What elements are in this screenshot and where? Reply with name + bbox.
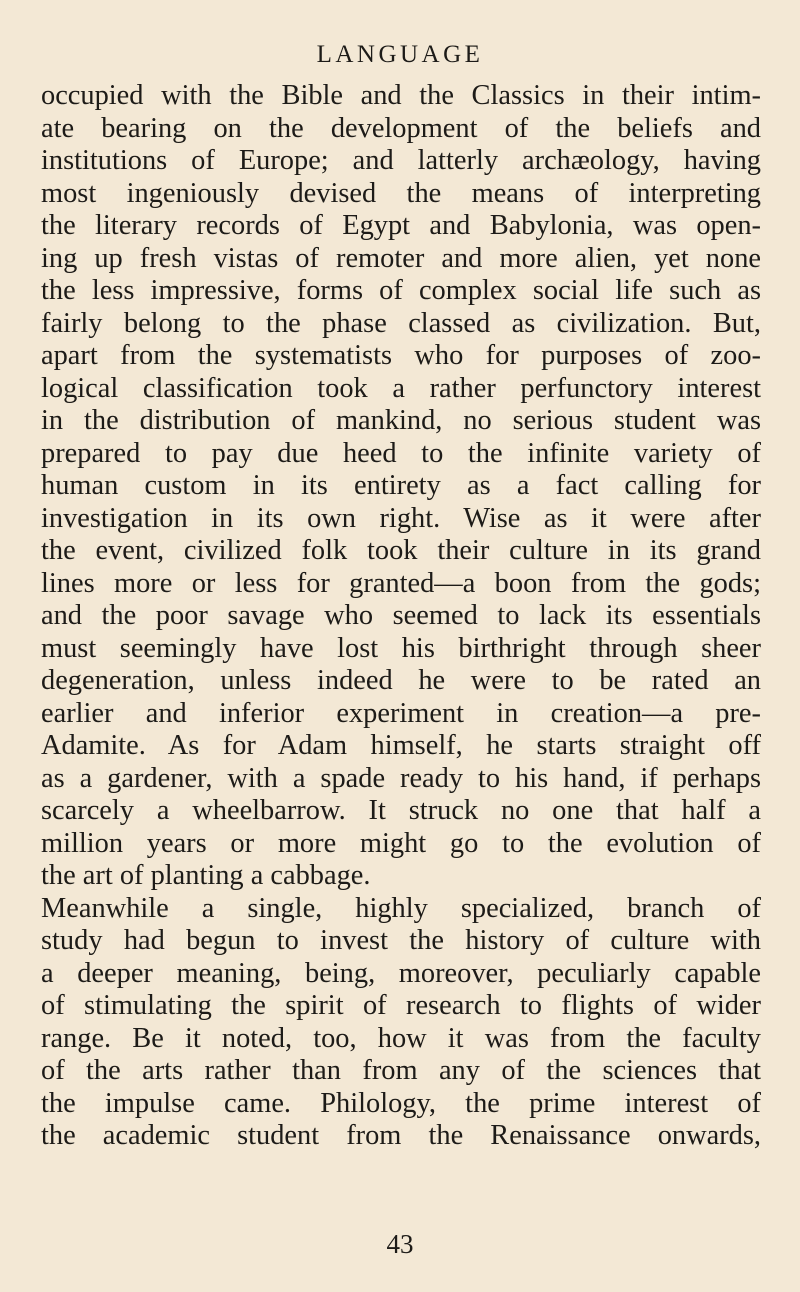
- text-line: ing up fresh vistas of remoter and more alien, yet none: [41, 242, 761, 274]
- text-line: Meanwhile a single, highly specialized, branch of: [41, 892, 761, 924]
- text-line: the impulse came. Philology, the prime interest of: [41, 1087, 761, 1119]
- running-head: LANGUAGE: [316, 41, 484, 68]
- body-text: [41, 80, 761, 1153]
- text-line: million years or more might go to the evolution of: [41, 827, 761, 859]
- text-line: the art of planting a cabbage.: [41, 860, 371, 891]
- text-line: the academic student from the Renaissance onwards,: [41, 1120, 761, 1151]
- text-line: occupied with the Bible and the Classics in their intim-: [41, 80, 761, 111]
- text-line: fairly belong to the phase classed as civilization. But,: [41, 307, 761, 339]
- text-line: degeneration, unless indeed he were to be rated an: [41, 665, 761, 696]
- text-line: scarcely a wheelbarrow. It struck no one that half a: [41, 795, 761, 826]
- text-line: investigation in its own right. Wise as it were after: [41, 502, 761, 534]
- text-line: must seemingly have lost his birthright through sheer: [41, 632, 761, 664]
- text-line: study had begun to invest the history of culture with: [41, 925, 761, 956]
- text-line: apart from the systematists who for purposes of zoo-: [41, 340, 761, 371]
- text-line: the literary records of Egypt and Babylonia, was open-: [41, 210, 761, 241]
- page-number: 43: [386, 1229, 414, 1259]
- text-line: earlier and inferior experiment in creation—a pre-: [41, 697, 761, 729]
- text-line: lines more or less for granted—a boon from the gods;: [41, 567, 761, 599]
- text-line: prepared to pay due heed to the infinite variety of: [41, 437, 761, 469]
- text-line: in the distribution of mankind, no serious student was: [41, 405, 761, 436]
- text-line: the event, civilized folk took their culture in its grand: [41, 535, 761, 566]
- text-line: logical classification took a rather perfunctory interest: [41, 372, 761, 404]
- text-line: a deeper meaning, being, moreover, peculiarly capable: [41, 957, 761, 989]
- text-line: most ingeniously devised the means of interpreting: [41, 177, 761, 209]
- text-line: institutions of Europe; and latterly archæology, having: [41, 145, 761, 176]
- text-line: the less impressive, forms of complex social life such as: [41, 275, 761, 306]
- text-line: range. Be it noted, too, how it was from the faculty: [41, 1022, 761, 1054]
- text-line: as a gardener, with a spade ready to his hand, if perhaps: [41, 762, 761, 794]
- text-line: of the arts rather than from any of the sciences that: [41, 1055, 761, 1086]
- text-line: and the poor savage who seemed to lack its essentials: [41, 600, 761, 631]
- text-line: of stimulating the spirit of research to flights of wider: [41, 990, 761, 1021]
- text-line: ate bearing on the development of the beliefs and: [41, 112, 761, 144]
- text-line: human custom in its entirety as a fact calling for: [41, 470, 761, 501]
- text-line: Adamite. As for Adam himself, he starts straight off: [41, 730, 761, 761]
